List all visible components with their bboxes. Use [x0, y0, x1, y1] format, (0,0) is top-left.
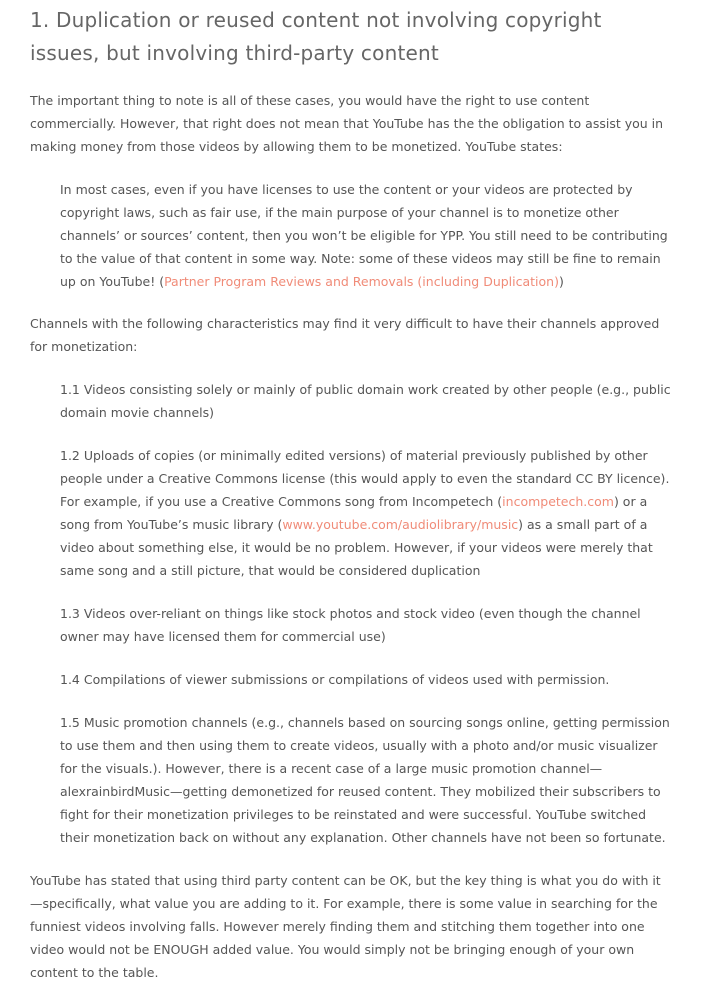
- list-item-text: 1.3 Videos over-reliant on things like stock photos and stock video (even though the channel owner may have licensed them for commercial use): [60, 606, 641, 644]
- quote-close: ): [558, 274, 564, 289]
- list-item: [30, 378, 671, 424]
- list-item-text: [60, 444, 671, 582]
- list-item-text: 1.5 Music promotion channels (e.g., channels based on sourcing songs online, getting permission to use them and then using them to create videos, usually with a photo and/or music visualizer for the visuals.). However, there is a recent case of a large music promotion channel—alexrainbirdMusic—getting demonetized for reused content. They mobilized their subscribers to fight for their monetization privileges to be reinstated and were successful. YouTube switched their monetization back on without any explanation. Other channels have not been so fortunate.: [60, 715, 670, 845]
- list-item-text: 1.1 Videos consisting solely or mainly of public domain work created by other people (e.g., public domain movie channels): [60, 382, 671, 420]
- incompetech-link[interactable]: incompetech.com: [502, 494, 614, 509]
- list-item: [30, 602, 671, 648]
- item-text-segment: 1.2 Uploads of copies (or minimally edited versions) of material previously published by other people under a Creative Commons license (this would apply to even the standard CC BY licence). For example, if you use a Creative Commons song from Incompetech (: [60, 448, 670, 509]
- list-item: [30, 444, 671, 582]
- partner-program-link[interactable]: Partner Program Reviews and Removals (including Duplication): [164, 274, 559, 289]
- intro-paragraph: The important thing to note is all of these cases, you would have the right to use content commercially. However, that right does not mean that YouTube has the the obligation to assist you in making money from those videos by allowing them to be monetized. YouTube states:: [30, 93, 664, 154]
- quote-paragraph: [60, 178, 671, 293]
- item-text-segment: ) as a small part of a video about something else, it would be no problem. However, if your videos were merely that same song and a still picture, that would be considered duplication: [60, 517, 653, 578]
- section-heading: 1. Duplication or reused content not involving copyright issues, but involving third-party content: [30, 8, 602, 65]
- list-item: [30, 668, 671, 691]
- item-text-segment: ) or a song from YouTube’s music library (: [60, 494, 648, 532]
- channels-intro-paragraph: Channels with the following characteristics may find it very difficult to have their channels approved for monetization:: [30, 316, 660, 354]
- quote-text: In most cases, even if you have licenses to use the content or your videos are protected by copyright laws, such as fair use, if the main purpose of your channel is to monetize other channels’ or sources’ content, then you won’t be eligible for YPP. You still need to be contributing to the value of that content in some way. Note: some of these videos may still be fine to remain up on YouTube! (: [60, 182, 668, 289]
- closing-paragraph: YouTube has stated that using third party content can be OK, but the key thing is what you do with it—specifically, what value you are adding to it. For example, there is some value in searching for the funniest videos involving falls. However merely finding them and stitching them together into one video would not be ENOUGH added value. You would simply not be bringing enough of your own content to the table.: [30, 873, 661, 980]
- youtube-quote: [30, 178, 671, 293]
- audio-library-link[interactable]: www.youtube.com/audiolibrary/music: [282, 517, 519, 532]
- list-item: [30, 711, 671, 849]
- list-item-text: 1.4 Compilations of viewer submissions or compilations of videos used with permission.: [60, 672, 610, 687]
